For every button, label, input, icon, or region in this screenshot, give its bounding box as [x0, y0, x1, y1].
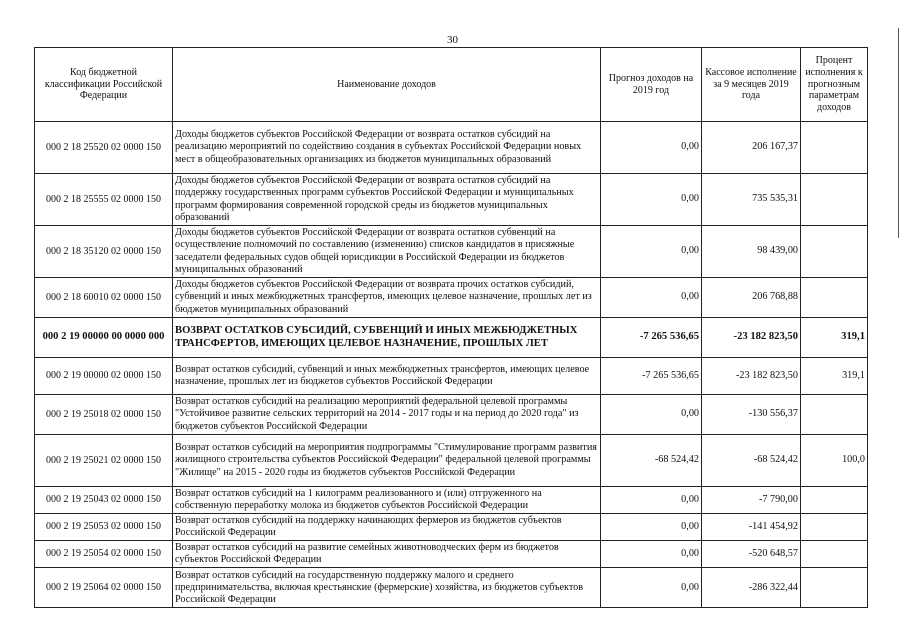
row-percent: [801, 395, 868, 435]
row-code: 000 2 19 25053 02 0000 150: [35, 514, 173, 541]
table-row: [35, 435, 868, 487]
row-percent: 100,0: [801, 435, 868, 487]
row-code: 000 2 19 25043 02 0000 150: [35, 487, 173, 514]
table-row: [35, 278, 868, 318]
row-forecast: -7 265 536,65: [601, 358, 702, 395]
row-name: Возврат остатков субсидий на развитие семейных животноводческих ферм из бюджетов субъектов Российской Федерации: [173, 541, 601, 568]
table-row: [35, 568, 868, 608]
row-cash: -286 322,44: [702, 568, 801, 608]
row-percent: [801, 278, 868, 318]
row-name: Возврат остатков субсидий на 1 килограмм реализованного и (или) отгруженного на собственную переработку молока из бюджетов субъектов Российской Федерации: [173, 487, 601, 514]
header-forecast: Прогноз доходов на 2019 год: [601, 48, 702, 122]
row-percent: [801, 226, 868, 278]
header-cash: Кассовое исполнение за 9 месяцев 2019 года: [702, 48, 801, 122]
row-percent: [801, 568, 868, 608]
header-row: [35, 48, 868, 122]
row-forecast: -7 265 536,65: [601, 318, 702, 358]
row-forecast: 0,00: [601, 514, 702, 541]
table-row: [35, 174, 868, 226]
row-percent: [801, 122, 868, 174]
row-forecast: 0,00: [601, 568, 702, 608]
row-percent: [801, 541, 868, 568]
page-edge-line: [898, 28, 899, 238]
row-name: Доходы бюджетов субъектов Российской Федерации от возврата остатков субсидий на реализацию мероприятий по содействию создания в субъектах Российской Федерации новых мест в общеобразовательных организациях из бюджетов муниципальных образований: [173, 122, 601, 174]
header-name: Наименование доходов: [173, 48, 601, 122]
row-forecast: 0,00: [601, 395, 702, 435]
row-code: 000 2 18 25555 02 0000 150: [35, 174, 173, 226]
row-percent: [801, 174, 868, 226]
row-name: Возврат остатков субсидий на поддержку начинающих фермеров из бюджетов субъектов Российской Федерации: [173, 514, 601, 541]
row-code: 000 2 19 00000 00 0000 000: [35, 318, 173, 358]
row-cash: 735 535,31: [702, 174, 801, 226]
table-row: [35, 122, 868, 174]
row-forecast: 0,00: [601, 174, 702, 226]
row-cash: -141 454,92: [702, 514, 801, 541]
row-cash: -7 790,00: [702, 487, 801, 514]
row-cash: -68 524,42: [702, 435, 801, 487]
row-name: Возврат остатков субсидий на государственную поддержку малого и среднего предпринимательства, включая крестьянские (фермерские) хозяйства, из бюджетов субъектов Российской Федерации: [173, 568, 601, 608]
row-code: 000 2 18 35120 02 0000 150: [35, 226, 173, 278]
row-name: Возврат остатков субсидий на мероприятия подпрограммы "Стимулирование программ развития жилищного строительства субъектов Российской Федерации" федеральной целевой программы "Жилище" на 2015 - 2020 годы из бюджетов субъектов Российской Федерации: [173, 435, 601, 487]
row-forecast: -68 524,42: [601, 435, 702, 487]
row-cash: 206 768,88: [702, 278, 801, 318]
row-code: 000 2 18 60010 02 0000 150: [35, 278, 173, 318]
table-row: [35, 395, 868, 435]
table-row-section-total: [35, 318, 868, 358]
row-forecast: 0,00: [601, 278, 702, 318]
row-code: 000 2 19 25021 02 0000 150: [35, 435, 173, 487]
page-number: 30: [447, 34, 458, 46]
table-row: [35, 541, 868, 568]
row-name: Доходы бюджетов субъектов Российской Федерации от возврата прочих остатков субсидий, субвенций и иных межбюджетных трансфертов, имеющих целевое назначение, прошлых лет из бюджетов муниципальных образований: [173, 278, 601, 318]
row-percent: 319,1: [801, 318, 868, 358]
row-cash: -520 648,57: [702, 541, 801, 568]
header-code: Код бюджетной классификации Российской Федерации: [35, 48, 173, 122]
row-code: 000 2 19 00000 02 0000 150: [35, 358, 173, 395]
row-code: 000 2 19 25018 02 0000 150: [35, 395, 173, 435]
table-row: [35, 514, 868, 541]
row-forecast: 0,00: [601, 122, 702, 174]
row-percent: [801, 487, 868, 514]
row-name: Возврат остатков субсидий, субвенций и иных межбюджетных трансфертов, имеющих целевое назначение, прошлых лет из бюджетов субъектов Российской Федерации: [173, 358, 601, 395]
row-code: 000 2 18 25520 02 0000 150: [35, 122, 173, 174]
row-forecast: 0,00: [601, 226, 702, 278]
row-cash: -23 182 823,50: [702, 318, 801, 358]
table-row: [35, 358, 868, 395]
row-cash: 206 167,37: [702, 122, 801, 174]
income-table: [34, 47, 868, 608]
row-name: Доходы бюджетов субъектов Российской Федерации от возврата остатков субсидий на поддержку государственных программ субъектов Российской Федерации и муниципальных программ формирования современной городской среды из бюджетов муниципальных образований: [173, 174, 601, 226]
row-forecast: 0,00: [601, 487, 702, 514]
table-row: [35, 487, 868, 514]
row-cash: 98 439,00: [702, 226, 801, 278]
row-percent: [801, 514, 868, 541]
row-name: Возврат остатков субсидий на реализацию мероприятий федеральной целевой программы "Устойчивое развитие сельских территорий на 2014 - 2017 годы и на период до 2020 года" из бюджетов субъектов Российской Федерации: [173, 395, 601, 435]
row-code: 000 2 19 25054 02 0000 150: [35, 541, 173, 568]
row-forecast: 0,00: [601, 541, 702, 568]
row-cash: -130 556,37: [702, 395, 801, 435]
row-name: Доходы бюджетов субъектов Российской Федерации от возврата остатков субвенций на осуществление полномочий по составлению (изменению) списков кандидатов в присяжные заседатели федеральных судов общей юрисдикции в Российской Федерации из бюджетов муниципальных образований: [173, 226, 601, 278]
row-cash: -23 182 823,50: [702, 358, 801, 395]
row-percent: 319,1: [801, 358, 868, 395]
table-row: [35, 226, 868, 278]
row-name: ВОЗВРАТ ОСТАТКОВ СУБСИДИЙ, СУБВЕНЦИЙ И ИНЫХ МЕЖБЮДЖЕТНЫХ ТРАНСФЕРТОВ, ИМЕЮЩИХ ЦЕЛЕВОЕ НАЗНАЧЕНИЕ, ПРОШЛЫХ ЛЕТ: [173, 318, 601, 358]
header-percent: Процент исполнения к прогнозным параметрам доходов: [801, 48, 868, 122]
row-code: 000 2 19 25064 02 0000 150: [35, 568, 173, 608]
